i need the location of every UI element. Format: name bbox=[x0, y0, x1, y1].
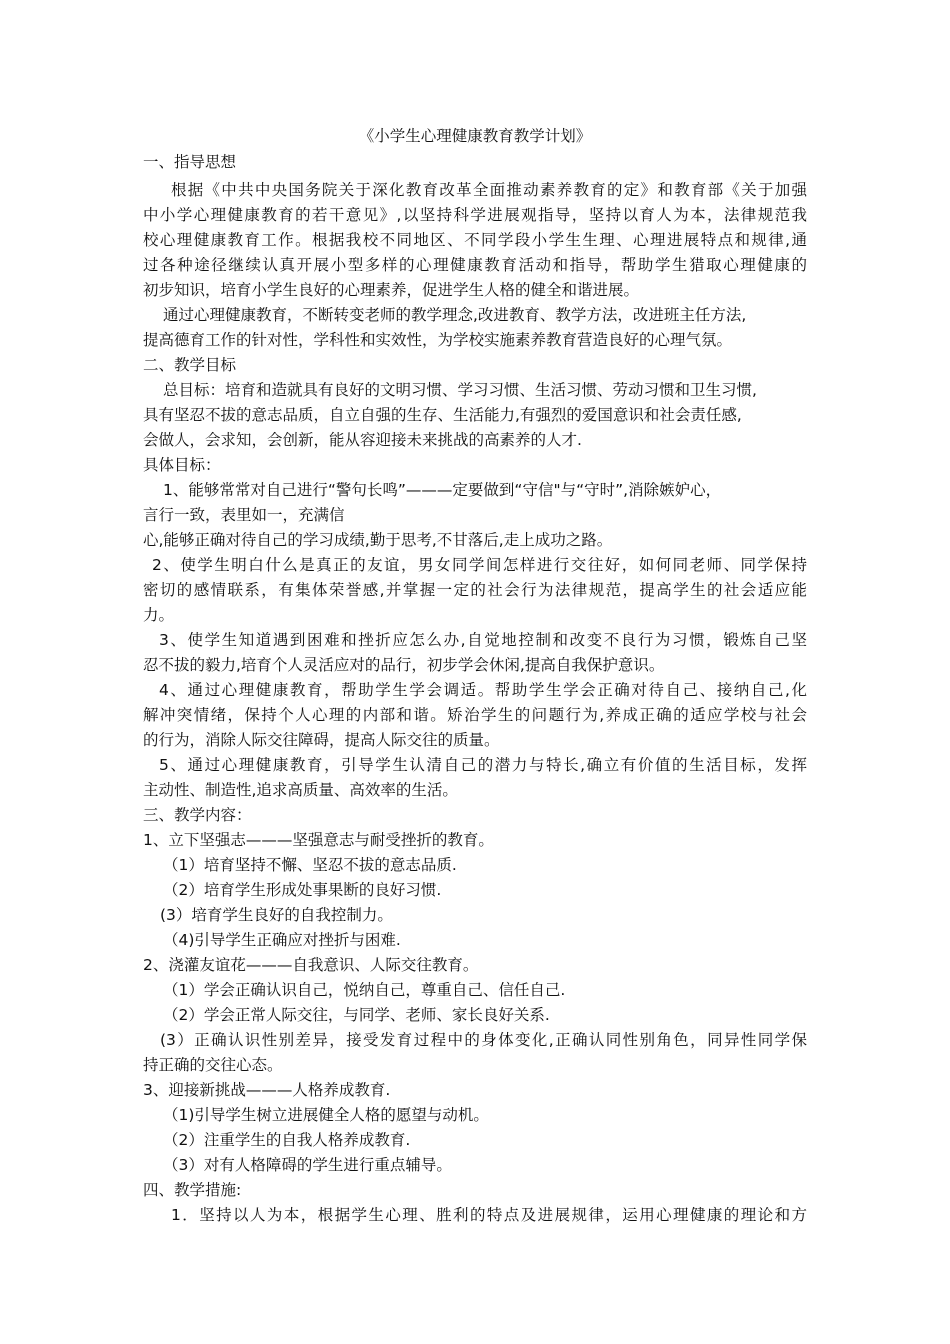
text-line: （2）注重学生的自我人格养成教育. bbox=[163, 1131, 411, 1149]
text-line: 持正确的交往心态。 bbox=[143, 1056, 283, 1074]
text-line: 根据《中共中央国务院关于深化教育改革全面推动素养教育的定》和教育部《关于加强 bbox=[171, 181, 807, 199]
text-line: (3）培育学生良好的自我控制力。 bbox=[160, 906, 393, 924]
text-line: 密切的感情联系，有集体荣誉感,并掌握一定的社会行为法律规范，提高学生的社会适应能 bbox=[143, 581, 807, 599]
text-line: 总目标：培育和造就具有良好的文明习惯、学习习惯、生活习惯、劳动习惯和卫生习惯, bbox=[163, 381, 757, 399]
text-line: 3、迎接新挑战———人格养成教育. bbox=[143, 1081, 391, 1099]
document-title: 《小学生心理健康教育教学计划》 bbox=[358, 127, 592, 145]
text-line: （2）培育学生形成处事果断的良好习惯. bbox=[163, 881, 442, 899]
text-line: 的行为，消除人际交往障碍，提高人际交往的质量。 bbox=[143, 731, 500, 749]
text-line: 心,能够正确对待自己的学习成绩,勤于思考,不甘落后,走上成功之路。 bbox=[143, 531, 613, 549]
text-line: 主动性、制造性,追求高质量、高效率的生活。 bbox=[143, 781, 458, 799]
text-line: 初步知识，培育小学生良好的心理素养，促进学生人格的健全和谐进展。 bbox=[143, 281, 640, 299]
text-line: （4)引导学生正确应对挫折与困难. bbox=[163, 931, 401, 949]
text-line: 忍不拔的毅力,培育个人灵活应对的品行，初步学会休闲,提高自我保护意识。 bbox=[143, 656, 665, 674]
text-line: 1、立下坚强志———坚强意志与耐受挫折的教育。 bbox=[143, 831, 494, 849]
text-line: 5、通过心理健康教育，引导学生认清自己的潜力与特长,确立有价值的生活目标，发挥 bbox=[159, 756, 807, 774]
text-line: 解冲突情绪，保持个人心理的内部和谐。矫治学生的问题行为,养成正确的适应学校与社会 bbox=[143, 706, 807, 724]
text-line: 会做人，会求知，会创新，能从容迎接未来挑战的高素养的人才. bbox=[143, 431, 582, 449]
text-line: 校心理健康教育工作。根据我校不同地区、不同学段小学生生理、心理进展特点和规律,通 bbox=[143, 231, 807, 249]
text-line: 四、教学措施: bbox=[143, 1181, 242, 1199]
text-line: （1）培育坚持不懈、坚忍不拔的意志品质. bbox=[163, 856, 457, 874]
text-line: 力。 bbox=[143, 606, 175, 624]
text-line: 1、能够常常对自己进行“警句长鸣”———定要做到“守信"与“守时”,消除嫉妒心， bbox=[163, 481, 722, 499]
text-line: （2）学会正常人际交往，与同学、老师、家长良好关系. bbox=[163, 1006, 550, 1024]
text-line: 一、指导思想 bbox=[143, 153, 237, 171]
text-line: 2、使学生明白什么是真正的友谊，男女同学间怎样进行交往好，如何同老师、同学保持 bbox=[152, 556, 807, 574]
text-line: 三、教学内容： bbox=[143, 806, 252, 824]
text-line: 4、通过心理健康教育，帮助学生学会调适。帮助学生学会正确对待自己、接纳自己,化 bbox=[159, 681, 807, 699]
text-line: 具体目标： bbox=[143, 456, 221, 474]
text-line: (3）正确认识性别差异，接受发育过程中的身体变化,正确认同性别角色，同异性同学保 bbox=[160, 1031, 807, 1049]
text-line: 通过心理健康教育，不断转变老师的教学理念,改进教育、教学方法，改进班主任方法, bbox=[163, 306, 747, 324]
text-line: 言行一致，表里如一，充满信 bbox=[143, 506, 345, 524]
text-line: 3、使学生知道遇到困难和挫折应怎么办,自觉地控制和改变不良行为习惯，锻炼自己坚 bbox=[159, 631, 807, 649]
text-line: 提高德育工作的针对性，学科性和实效性，为学校实施素养教育营造良好的心理气氛。 bbox=[143, 331, 733, 349]
text-line: （3）对有人格障碍的学生进行重点辅导。 bbox=[163, 1156, 452, 1174]
text-line: 中小学心理健康教育的若干意见》,以坚持科学进展观指导，坚持以育人为本，法律规范我 bbox=[143, 206, 807, 224]
text-line: 二、教学目标 bbox=[143, 356, 237, 374]
text-line: （1）学会正确认识自己，悦纳自己，尊重自己、信任自己. bbox=[163, 981, 566, 999]
text-line: 具有坚忍不拔的意志品质，自立自强的生存、生活能力,有强烈的爱国意识和社会责任感, bbox=[143, 406, 742, 424]
text-line: 过各种途径继续认真开展小型多样的心理健康教育活动和指导，帮助学生猎取心理健康的 bbox=[143, 256, 807, 274]
text-line: 2、浇灌友谊花———自我意识、人际交往教育。 bbox=[143, 956, 479, 974]
text-line: 1．坚持以人为本，根据学生心理、胜利的特点及进展规律，运用心理健康的理论和方 bbox=[171, 1206, 807, 1224]
text-line: （1)引导学生树立进展健全人格的愿望与动机。 bbox=[163, 1106, 489, 1124]
